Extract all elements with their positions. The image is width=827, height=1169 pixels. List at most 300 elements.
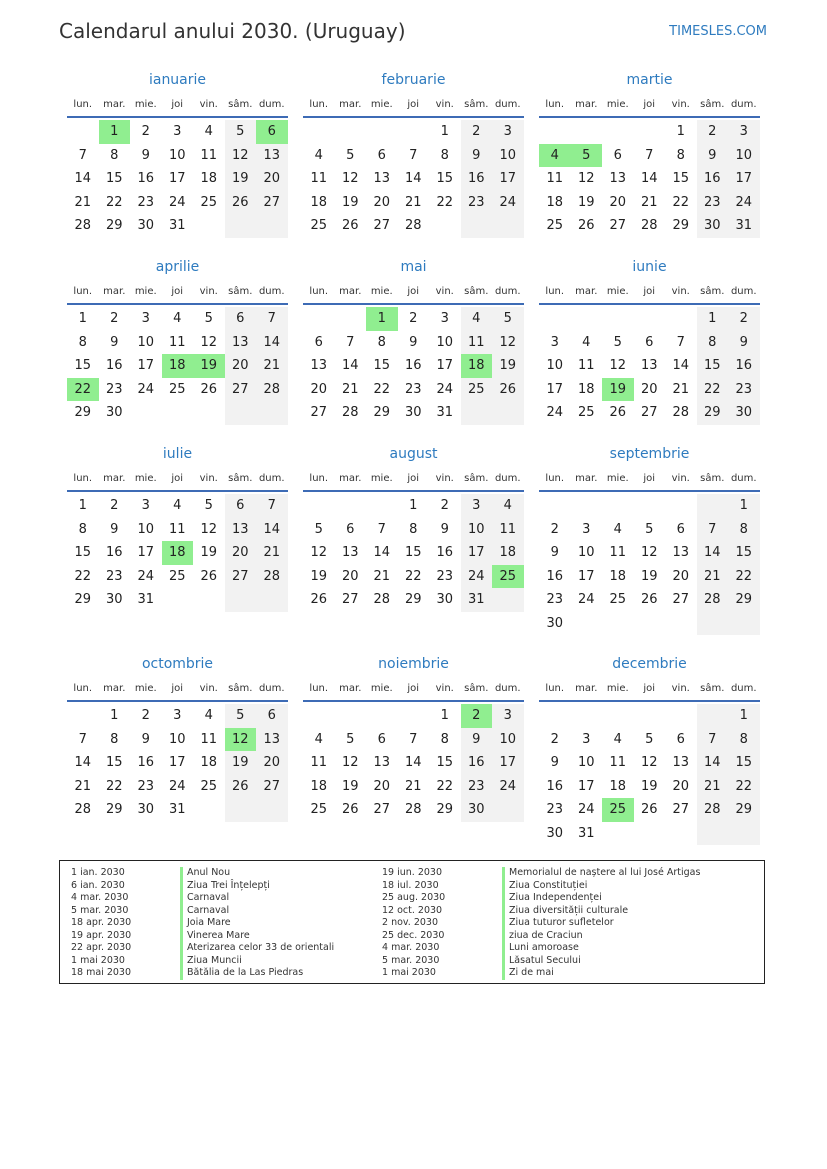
weekend-empty-cell bbox=[697, 494, 729, 518]
day-cell: 6 bbox=[377, 147, 386, 163]
day-cell: 17 bbox=[577, 568, 595, 584]
weekday-label: lun. bbox=[73, 99, 93, 110]
day-cell: 20 bbox=[373, 778, 391, 794]
holiday-name: Anul Nou bbox=[180, 867, 334, 880]
day-cell: 10 bbox=[137, 521, 155, 537]
day-cell: 1 bbox=[409, 498, 418, 513]
day-cell: 5 bbox=[225, 120, 257, 144]
day-cell: 11 bbox=[609, 545, 627, 560]
weekday-label: sâm. bbox=[228, 473, 253, 484]
day-cell: 20 bbox=[225, 541, 257, 565]
day-cell: 1 bbox=[728, 704, 760, 728]
day-cell: 23 bbox=[461, 775, 493, 799]
day-cell: 12 bbox=[225, 144, 257, 168]
day-cell: 15 bbox=[697, 354, 729, 378]
day-cell: 19 bbox=[225, 751, 257, 775]
day-cell: 23 bbox=[461, 191, 493, 215]
weekday-label: sâm. bbox=[700, 286, 725, 297]
weekday-label: vin. bbox=[199, 473, 218, 484]
day-cell: 14 bbox=[404, 171, 422, 186]
site-link[interactable]: TIMESLES.COM bbox=[669, 24, 767, 39]
day-cell: 7 bbox=[78, 731, 87, 747]
day-cell: 5 bbox=[225, 704, 257, 728]
day-cell: 13 bbox=[373, 755, 391, 770]
holiday-date: 4 mar. 2030 bbox=[382, 942, 440, 953]
weekday-header bbox=[67, 473, 288, 487]
day-cell: 11 bbox=[577, 358, 595, 373]
day-cell: 18 bbox=[461, 354, 493, 378]
weekday-label: joi bbox=[643, 286, 656, 297]
weekday-label: mar. bbox=[575, 99, 598, 110]
day-cell: 27 bbox=[672, 592, 690, 607]
weekday-label: sâm. bbox=[700, 99, 725, 110]
day-cell: 4 bbox=[204, 708, 213, 723]
day-cell: 17 bbox=[436, 358, 454, 373]
day-cell: 24 bbox=[546, 405, 564, 420]
day-cell: 21 bbox=[74, 194, 92, 210]
day-cell: 11 bbox=[168, 334, 186, 350]
weekday-label: mar. bbox=[575, 683, 598, 694]
day-cell: 25 bbox=[200, 194, 218, 210]
day-cell: 28 bbox=[697, 798, 729, 822]
weekday-label: mar. bbox=[339, 99, 362, 110]
day-cell: 21 bbox=[404, 778, 422, 794]
day-cell: 25 bbox=[577, 405, 595, 420]
holiday-date: 18 iul. 2030 bbox=[382, 879, 439, 891]
day-cell: 20 bbox=[609, 194, 627, 210]
day-cell: 6 bbox=[645, 334, 654, 350]
weekday-label: vin. bbox=[435, 473, 454, 484]
header-rule bbox=[67, 490, 288, 492]
day-cell: 28 bbox=[672, 405, 690, 420]
day-cell: 17 bbox=[168, 171, 186, 186]
day-cell: 9 bbox=[461, 728, 493, 752]
day-cell: 7 bbox=[256, 494, 288, 518]
day-cell: 28 bbox=[640, 218, 658, 233]
day-cell: 6 bbox=[256, 120, 288, 144]
day-cell: 16 bbox=[137, 171, 155, 186]
day-cell: 2 bbox=[728, 307, 760, 331]
day-cell: 1 bbox=[728, 494, 760, 518]
day-cell: 8 bbox=[676, 147, 685, 163]
day-cell: 27 bbox=[640, 405, 658, 420]
day-cell: 29 bbox=[697, 401, 729, 425]
day-cell: 8 bbox=[440, 731, 449, 747]
day-cell: 18 bbox=[200, 171, 218, 186]
day-cell: 5 bbox=[492, 307, 524, 331]
day-cell: 24 bbox=[577, 802, 595, 817]
day-cell: 10 bbox=[577, 545, 595, 560]
day-cell: 28 bbox=[373, 592, 391, 607]
weekend-empty-cell bbox=[492, 588, 524, 612]
day-cell: 19 bbox=[492, 354, 524, 378]
weekday-header bbox=[67, 683, 288, 697]
day-cell: 16 bbox=[137, 755, 155, 770]
day-cell: 9 bbox=[550, 545, 559, 560]
holiday-name: Ziua Trei Înțelepți bbox=[180, 880, 334, 893]
day-cell: 3 bbox=[173, 124, 182, 139]
weekday-label: sâm. bbox=[464, 286, 489, 297]
weekday-label: mar. bbox=[575, 286, 598, 297]
day-cell: 3 bbox=[173, 708, 182, 723]
day-cell: 25 bbox=[492, 565, 524, 589]
day-cell: 18 bbox=[609, 568, 627, 584]
day-cell: 28 bbox=[404, 218, 422, 233]
day-cell: 12 bbox=[200, 521, 218, 537]
holiday-date: 1 mai 2030 bbox=[71, 954, 125, 966]
day-cell: 16 bbox=[461, 751, 493, 775]
day-cell: 20 bbox=[341, 568, 359, 584]
day-cell: 1 bbox=[440, 708, 449, 723]
day-cell: 20 bbox=[672, 778, 690, 794]
weekday-label: vin. bbox=[671, 286, 690, 297]
day-cell: 21 bbox=[697, 565, 729, 589]
weekday-label: lun. bbox=[309, 286, 329, 297]
month-name: decembrie bbox=[612, 656, 687, 672]
day-cell: 9 bbox=[550, 755, 559, 770]
weekday-label: sâm. bbox=[464, 473, 489, 484]
day-cell: 11 bbox=[609, 755, 627, 770]
holiday-date: 19 iun. 2030 bbox=[382, 867, 443, 878]
day-cell: 3 bbox=[550, 334, 559, 350]
day-cell: 13 bbox=[256, 144, 288, 168]
day-cell: 26 bbox=[225, 191, 257, 215]
header-rule bbox=[303, 116, 524, 118]
day-cell: 3 bbox=[492, 704, 524, 728]
day-cell: 14 bbox=[256, 331, 288, 355]
day-cell: 25 bbox=[200, 778, 218, 794]
day-cell: 18 bbox=[162, 354, 194, 378]
weekday-header bbox=[539, 99, 760, 113]
weekday-label: lun. bbox=[545, 473, 565, 484]
weekday-label: dum. bbox=[730, 286, 757, 297]
day-cell: 11 bbox=[168, 521, 186, 537]
day-cell: 11 bbox=[310, 171, 328, 186]
day-cell: 18 bbox=[546, 194, 564, 210]
day-cell: 17 bbox=[546, 381, 564, 397]
day-cell: 8 bbox=[697, 331, 729, 355]
day-cell: 9 bbox=[697, 144, 729, 168]
holiday-name: Ziua Independenței bbox=[502, 892, 700, 905]
weekend-empty-cell bbox=[256, 214, 288, 238]
weekday-label: mie. bbox=[134, 473, 157, 484]
day-cell: 9 bbox=[110, 521, 119, 537]
day-cell: 12 bbox=[341, 171, 359, 186]
weekday-label: mar. bbox=[339, 683, 362, 694]
day-cell: 23 bbox=[436, 568, 454, 584]
day-cell: 11 bbox=[546, 171, 564, 186]
day-cell: 26 bbox=[341, 218, 359, 233]
day-cell: 7 bbox=[645, 147, 654, 163]
day-cell: 15 bbox=[728, 541, 760, 565]
weekday-label: vin. bbox=[199, 286, 218, 297]
day-cell: 16 bbox=[436, 545, 454, 560]
legend-names-left bbox=[180, 867, 334, 980]
day-cell: 5 bbox=[346, 147, 355, 163]
day-cell: 22 bbox=[436, 778, 454, 794]
month-name: octombrie bbox=[141, 656, 214, 672]
day-cell: 7 bbox=[697, 518, 729, 542]
day-cell: 27 bbox=[225, 565, 257, 589]
day-cell: 10 bbox=[436, 334, 454, 350]
day-cell: 10 bbox=[168, 731, 186, 747]
day-cell: 15 bbox=[404, 545, 422, 560]
day-cell: 16 bbox=[546, 568, 564, 584]
day-cell: 3 bbox=[141, 498, 150, 513]
holiday-name: Joia Mare bbox=[180, 917, 334, 930]
day-cell: 4 bbox=[314, 731, 323, 747]
day-cell: 24 bbox=[436, 381, 454, 397]
day-cell: 5 bbox=[204, 311, 213, 326]
day-cell: 10 bbox=[728, 144, 760, 168]
day-cell: 21 bbox=[672, 381, 690, 397]
day-cell: 1 bbox=[440, 124, 449, 139]
weekend-empty-cell bbox=[256, 588, 288, 612]
day-cell: 1 bbox=[697, 307, 729, 331]
weekend-empty-cell bbox=[461, 214, 493, 238]
holiday-name: Memorialul de naștere al lui José Artigas bbox=[502, 867, 700, 880]
day-cell: 10 bbox=[546, 358, 564, 373]
day-cell: 11 bbox=[461, 331, 493, 355]
day-cell: 29 bbox=[105, 218, 123, 233]
day-cell: 5 bbox=[314, 521, 323, 537]
day-cell: 22 bbox=[728, 565, 760, 589]
day-cell: 21 bbox=[373, 568, 391, 584]
day-cell: 1 bbox=[366, 307, 398, 331]
day-cell: 14 bbox=[697, 541, 729, 565]
day-cell: 19 bbox=[341, 778, 359, 794]
day-cell: 8 bbox=[409, 521, 418, 537]
day-cell: 13 bbox=[225, 331, 257, 355]
day-cell: 11 bbox=[200, 731, 218, 747]
day-cell: 30 bbox=[137, 218, 155, 233]
day-cell: 31 bbox=[168, 802, 186, 817]
holiday-name: Ziua tuturor sufletelor bbox=[502, 917, 700, 930]
weekend-empty-cell bbox=[697, 822, 729, 846]
day-cell: 7 bbox=[346, 334, 355, 350]
day-cell: 28 bbox=[341, 405, 359, 420]
holiday-date: 2 nov. 2030 bbox=[382, 917, 438, 928]
day-cell: 2 bbox=[461, 120, 493, 144]
holiday-name: Carnaval bbox=[180, 905, 334, 918]
day-cell: 14 bbox=[74, 755, 92, 770]
day-cell: 18 bbox=[492, 541, 524, 565]
day-cell: 8 bbox=[377, 334, 386, 350]
holiday-date: 25 dec. 2030 bbox=[382, 929, 445, 941]
weekday-label: vin. bbox=[435, 683, 454, 694]
day-cell: 4 bbox=[173, 498, 182, 513]
weekday-label: mie. bbox=[606, 99, 629, 110]
day-cell: 23 bbox=[546, 802, 564, 817]
day-cell: 1 bbox=[676, 124, 685, 139]
month-name: septembrie bbox=[609, 446, 690, 462]
day-cell: 2 bbox=[697, 120, 729, 144]
weekday-label: vin. bbox=[199, 683, 218, 694]
day-cell: 5 bbox=[346, 731, 355, 747]
day-cell: 4 bbox=[204, 124, 213, 139]
day-cell: 9 bbox=[141, 731, 150, 747]
day-cell: 16 bbox=[697, 167, 729, 191]
weekday-label: lun. bbox=[309, 99, 329, 110]
day-cell: 10 bbox=[168, 147, 186, 163]
day-cell: 4 bbox=[613, 731, 622, 747]
day-cell: 2 bbox=[409, 311, 418, 326]
day-cell: 9 bbox=[141, 147, 150, 163]
weekday-label: joi bbox=[407, 683, 420, 694]
day-cell: 29 bbox=[404, 592, 422, 607]
day-cell: 6 bbox=[346, 521, 355, 537]
day-cell: 9 bbox=[440, 521, 449, 537]
day-cell: 29 bbox=[74, 592, 92, 607]
day-cell: 3 bbox=[440, 311, 449, 326]
day-cell: 4 bbox=[539, 144, 571, 168]
day-cell: 31 bbox=[168, 218, 186, 233]
day-cell: 18 bbox=[310, 194, 328, 210]
day-cell: 21 bbox=[404, 194, 422, 210]
weekend-empty-cell bbox=[461, 401, 493, 425]
day-cell: 8 bbox=[78, 334, 87, 350]
day-cell: 20 bbox=[225, 354, 257, 378]
day-cell: 1 bbox=[99, 120, 131, 144]
day-cell: 7 bbox=[676, 334, 685, 350]
day-cell: 3 bbox=[461, 494, 493, 518]
weekday-label: lun. bbox=[309, 683, 329, 694]
day-cell: 14 bbox=[256, 518, 288, 542]
weekday-label: mie. bbox=[370, 683, 393, 694]
day-cell: 10 bbox=[577, 755, 595, 770]
day-cell: 3 bbox=[582, 731, 591, 747]
day-cell: 15 bbox=[74, 545, 92, 560]
weekday-label: dum. bbox=[494, 683, 521, 694]
weekday-label: vin. bbox=[199, 99, 218, 110]
day-cell: 6 bbox=[377, 731, 386, 747]
holiday-name: Bătălia de la Las Piedras bbox=[180, 967, 334, 980]
weekday-label: mie. bbox=[606, 286, 629, 297]
day-cell: 4 bbox=[492, 494, 524, 518]
weekday-label: sâm. bbox=[700, 683, 725, 694]
day-cell: 3 bbox=[492, 120, 524, 144]
weekday-label: dum. bbox=[494, 286, 521, 297]
holiday-date: 1 mai 2030 bbox=[382, 967, 436, 978]
day-cell: 30 bbox=[105, 592, 123, 607]
day-cell: 6 bbox=[225, 494, 257, 518]
month-name: iulie bbox=[162, 446, 193, 462]
weekday-label: dum. bbox=[730, 99, 757, 110]
day-cell: 6 bbox=[314, 334, 323, 350]
day-cell: 11 bbox=[200, 147, 218, 163]
day-cell: 23 bbox=[105, 381, 123, 397]
day-cell: 3 bbox=[582, 521, 591, 537]
weekday-label: joi bbox=[171, 286, 184, 297]
weekday-label: dum. bbox=[258, 286, 285, 297]
weekday-label: lun. bbox=[545, 683, 565, 694]
day-cell: 8 bbox=[110, 731, 119, 747]
day-cell: 9 bbox=[110, 334, 119, 350]
day-cell: 13 bbox=[256, 728, 288, 752]
weekend-empty-cell bbox=[728, 822, 760, 846]
holiday-date: 1 ian. 2030 bbox=[71, 867, 125, 878]
holiday-name: ziua de Craciun bbox=[502, 930, 700, 943]
day-cell: 30 bbox=[105, 405, 123, 420]
day-cell: 12 bbox=[200, 334, 218, 350]
weekday-label: sâm. bbox=[464, 99, 489, 110]
day-cell: 28 bbox=[256, 378, 288, 402]
day-cell: 17 bbox=[137, 545, 155, 560]
day-cell: 31 bbox=[436, 405, 454, 420]
day-cell: 26 bbox=[341, 802, 359, 817]
weekday-label: joi bbox=[171, 683, 184, 694]
day-cell: 2 bbox=[110, 311, 119, 326]
day-cell: 2 bbox=[141, 124, 150, 139]
day-cell: 20 bbox=[256, 751, 288, 775]
weekday-header bbox=[539, 286, 760, 300]
weekday-label: vin. bbox=[671, 683, 690, 694]
weekday-label: joi bbox=[407, 286, 420, 297]
weekday-label: mie. bbox=[370, 473, 393, 484]
day-cell: 13 bbox=[672, 755, 690, 770]
day-cell: 16 bbox=[546, 778, 564, 794]
holiday-name: Aterizarea celor 33 de orientali bbox=[180, 942, 334, 955]
day-cell: 3 bbox=[141, 311, 150, 326]
day-cell: 14 bbox=[404, 755, 422, 770]
day-cell: 18 bbox=[310, 778, 328, 794]
day-cell: 8 bbox=[728, 518, 760, 542]
day-cell: 4 bbox=[461, 307, 493, 331]
day-cell: 21 bbox=[74, 778, 92, 794]
day-cell: 15 bbox=[105, 755, 123, 770]
day-cell: 13 bbox=[609, 171, 627, 186]
weekday-label: joi bbox=[407, 473, 420, 484]
day-cell: 22 bbox=[728, 775, 760, 799]
day-cell: 2 bbox=[110, 498, 119, 513]
day-cell: 19 bbox=[640, 778, 658, 794]
weekday-header bbox=[67, 99, 288, 113]
weekday-label: mie. bbox=[134, 99, 157, 110]
day-cell: 11 bbox=[492, 518, 524, 542]
day-cell: 6 bbox=[225, 307, 257, 331]
day-cell: 22 bbox=[74, 568, 92, 584]
day-cell: 2 bbox=[550, 521, 559, 537]
day-cell: 29 bbox=[728, 588, 760, 612]
day-cell: 25 bbox=[546, 218, 564, 233]
weekday-label: sâm. bbox=[700, 473, 725, 484]
day-cell: 19 bbox=[193, 354, 225, 378]
day-cell: 20 bbox=[672, 568, 690, 584]
day-cell: 15 bbox=[436, 171, 454, 186]
day-cell: 30 bbox=[137, 802, 155, 817]
month-name: noiembrie bbox=[378, 656, 449, 672]
day-cell: 26 bbox=[492, 378, 524, 402]
holiday-date: 5 mar. 2030 bbox=[71, 904, 129, 916]
day-cell: 21 bbox=[697, 775, 729, 799]
header-rule bbox=[303, 303, 524, 305]
day-cell: 30 bbox=[728, 401, 760, 425]
day-cell: 6 bbox=[676, 521, 685, 537]
day-cell: 23 bbox=[404, 381, 422, 397]
day-cell: 26 bbox=[577, 218, 595, 233]
day-cell: 28 bbox=[74, 218, 92, 233]
day-cell: 24 bbox=[492, 775, 524, 799]
day-cell: 23 bbox=[697, 191, 729, 215]
weekday-label: dum. bbox=[258, 473, 285, 484]
day-cell: 24 bbox=[137, 381, 155, 397]
header-rule bbox=[67, 700, 288, 702]
day-cell: 30 bbox=[546, 825, 564, 841]
day-cell: 18 bbox=[609, 778, 627, 794]
day-cell: 1 bbox=[78, 498, 87, 513]
month-name: ianuarie bbox=[148, 72, 207, 88]
holiday-date: 18 apr. 2030 bbox=[71, 917, 132, 928]
